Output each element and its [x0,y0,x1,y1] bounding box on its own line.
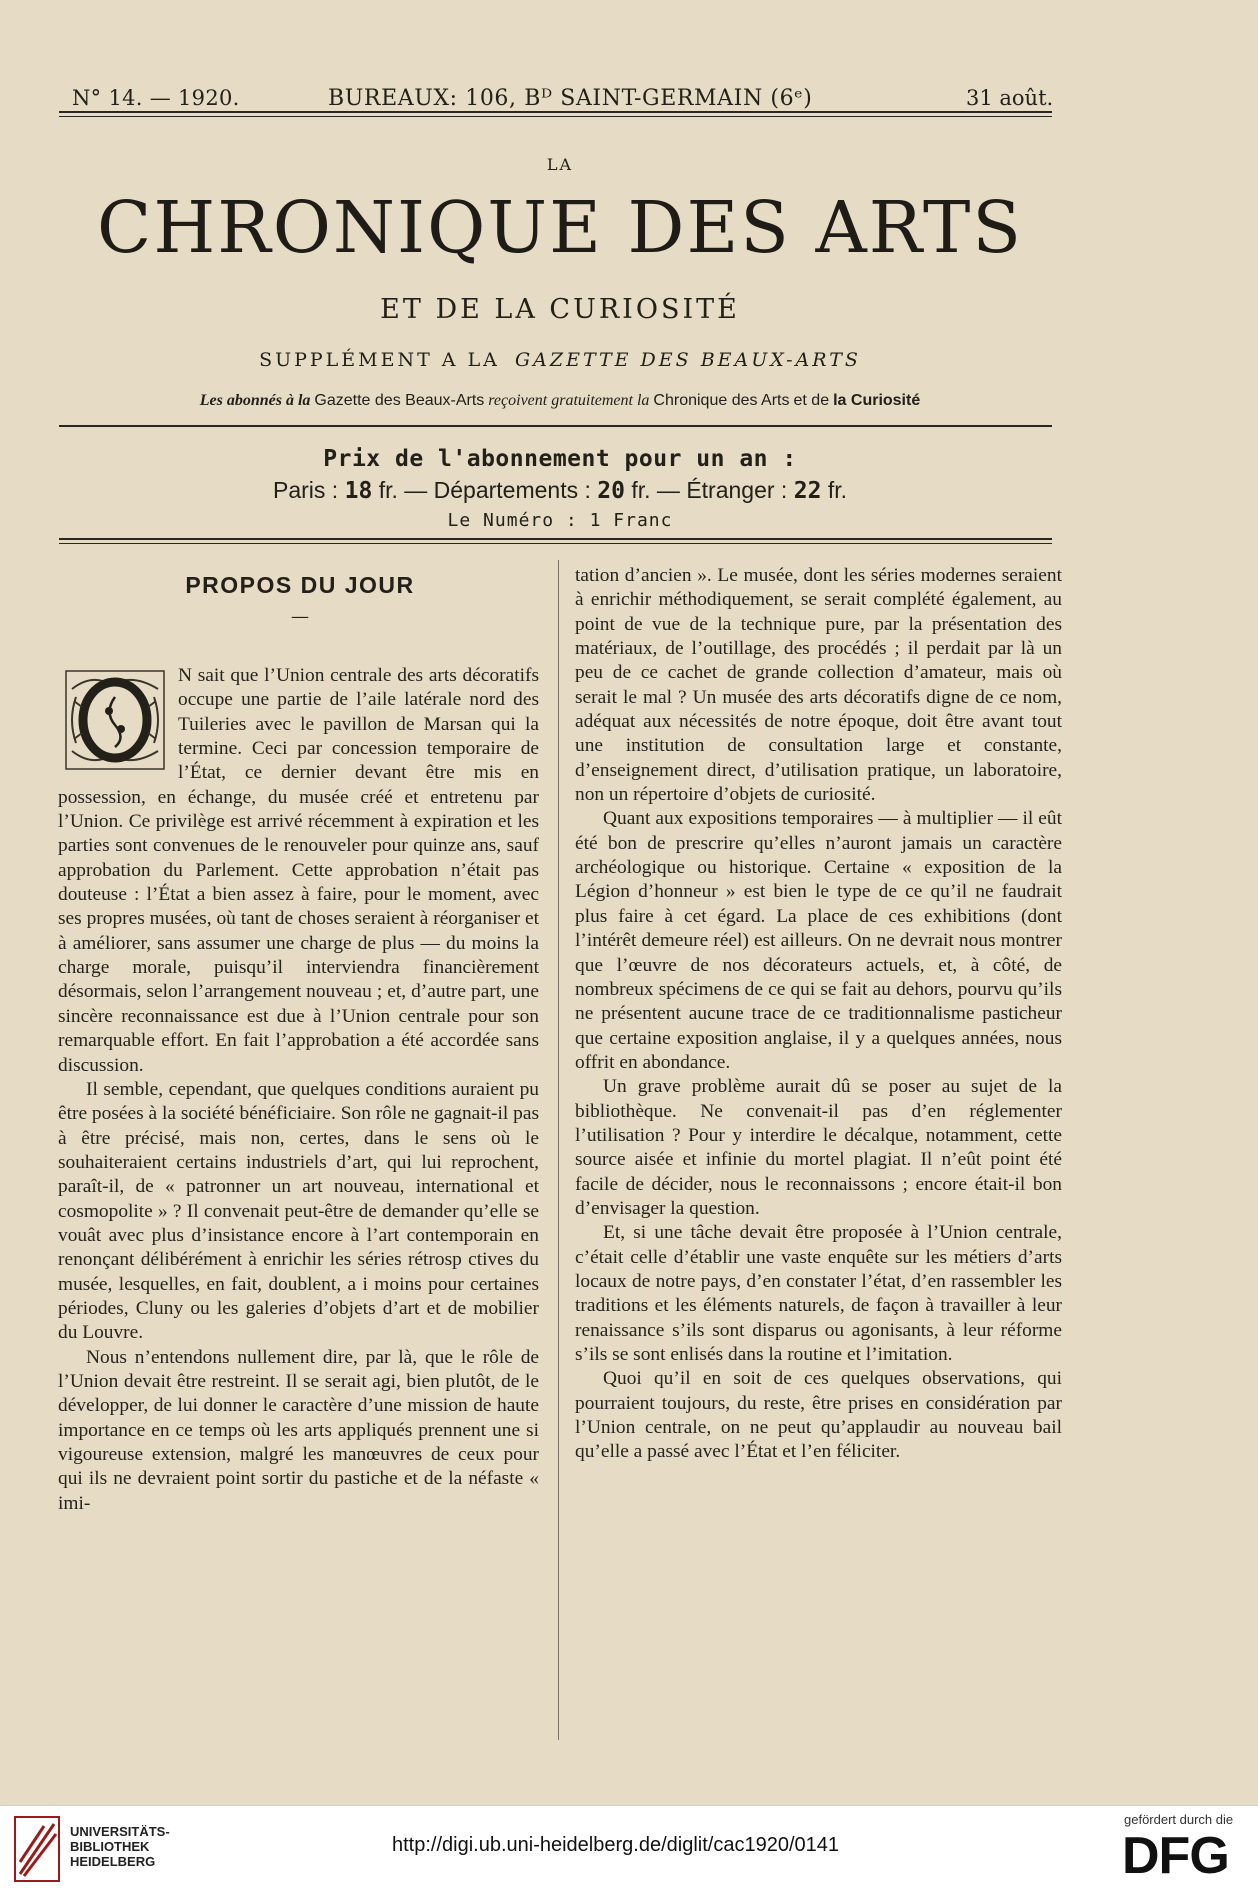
notice-part-2: Gazette des Beaux-Arts [314,392,485,409]
paragraph: Et, si une tâche devait être proposée à l’Union centrale, c’était celle d’établir une vaste enquête sur les métiers d’arts locaux de notre pays, d’en constater l’état, d’en rassembler les traditions et les éléments naturels, de façon à travailler à leur renaissance s’ils sont disparus ou agonisants, à leur réforme s’ils se sont enlisés dans la routine et l’imitation. [575,1222,1062,1365]
masthead-article: LA [546,155,574,174]
issue-date: 31 août. [966,86,1054,110]
paris-label: Paris : [273,477,339,503]
header-rule-top [59,111,1052,113]
etranger-label: fr. — Étranger : [631,477,788,503]
supplement-prefix: SUPPLÉMENT A LA [259,349,500,371]
ornamental-initial-o-icon [62,667,168,773]
paragraph: Il semble, cependant, que quelques conditions auraient pu être posées à la société bénéficiaire. Son rôle ne gagnait-il pas à être précisé, mais non, certes, dans le sens où le souhaiteraient certains industriels d’art, qui lui reprochent, paraît-il, de « patronner un art nouveau, international et cosmopolite » ? Il convenait peut-être de demander qu’elle se vouât avec plus d’insistance encore à l’art contemporain en renonçant délibérément à enrichir les séries rétrosp ctives du musée, lesquelles, en fait, doublent, a i moins pour certaines périodes, Cluny ou les galeries d’objets d’art et de mobilier du Louvre. [58,1078,539,1344]
subscribers-notice [0,392,1120,410]
masthead-rule [59,425,1052,427]
left-column [58,664,539,1516]
currency-suffix: fr. [827,477,847,503]
supplement-line [0,349,1120,371]
permalink-url[interactable]: http://digi.ub.uni-heidelberg.de/diglit/cac1920/0141 [392,1834,839,1856]
library-line-3: HEIDELBERG [70,1854,156,1869]
supplement-gazette: GAZETTE DES BEAUX-ARTS [514,349,861,371]
notice-part-1: Les abonnés à la [199,392,311,409]
paragraph: Nous n’entendons nullement dire, par là, que le rôle de l’Union devait être restreint. Il se serait agi, bien plutôt, de le développer, de lui donner le caractère d’une mission de haute importance en ce temps où les arts appliqués prennent une si vigoureuse extension, malgré les manœuvres de ceux pour qui ils ne devraient point sortir du pastiche et de la néfaste « imi- [58,1346,539,1514]
paragraph: Quoi qu’il en soit de ces quelques observations, qui pourraient toujours, du reste, être prises en considération par l’Union centrale, on ne peut qu’applaudir au nouveau bail qu’elle a passé avec l’État et l’en féliciter. [575,1368,1062,1463]
article-heading: PROPOS DU JOUR [185,572,415,598]
departements-label: fr. — Départements : [378,477,591,503]
library-logo-icon [14,1816,60,1882]
notice-part-3: reçoivent gratuitement la [488,392,650,409]
library-name [70,1824,170,1869]
paragraph: Quant aux expositions temporaires — à multiplier — il eût été bon de prescrire qu’elles n’auront jamais un caractère archéologique ou historique. Certaine « exposition de la Légion d’honneur » est bien le type de ce qu’il ne faudrait plus faire à cet égard. La place de ces exhibitions (dont l’intérêt demeure réel) est ailleurs. On ne devrait nous montrer que l’œuvre de nos décorateurs actuels, et, à côté, de nombreux spécimens de ce qui se fait au dehors, pourvu qu’ils ne présentent aucune trace de ce traditionnalisme pasticheur que certaine exposition anglaise, il y a quelques années, nous offrit en abondance. [575,808,1062,1073]
masthead-title: CHRONIQUE DES ARTS [97,186,1023,269]
digitization-footer [0,1805,1258,1896]
right-column [575,564,1062,1465]
subscription-rule-bottom [59,543,1052,544]
notice-part-5: et de [793,392,830,409]
departements-price: 20 [597,478,625,504]
paragraph [58,664,539,1078]
issue-number: N° 14. — 1920. [72,86,240,110]
library-line-2: BIBLIOTHEK [70,1839,150,1854]
running-header [70,86,1055,112]
etranger-price: 22 [793,478,822,504]
library-line-1: UNIVERSITÄTS- [70,1824,170,1839]
paragraph: tation d’ancien ». Le musée, dont les séries modernes seraient à enrichir méthodiquement, se serait complété également, au point de vue de la technique pure, par la présentation des matériaux, de l’outillage, des procédés ; il perdait par là un peu de ce cachet de grande collection d’amateur, mais où serait le mal ? Un musée des arts décoratifs digne de ce nom, adéquat aux nécessités de notre époque, doit être avant tout une institution de consultation large et constante, d’enseignement direct, d’utilisation pratique, un laboratoire, non un répertoire d’objets de curiosité. [575,565,1062,806]
dfg-logo: DFG [1122,1827,1229,1885]
column-divider [558,560,559,1740]
funding-note: gefördert durch die [1124,1812,1234,1827]
header-rule-bottom [59,116,1052,117]
heading-dash: — [291,606,309,627]
subscription-prices [0,477,1120,504]
single-issue-price: Le Numéro : 1 Franc [447,510,673,531]
subscription-rule-top [59,538,1052,540]
subscription-heading: Prix de l'abonnement pour un an : [323,446,797,472]
paragraph: Un grave problème aurait dû se poser au sujet de la bibliothèque. Ne convenait-il pas d’en réglementer l’utilisation ? Pour y interdire le décalque, notamment, cette source aisée et infinie du mortel plagiat. Il n’eût point été facile de décider, nous le reconnaissons ; encore était-il bon d’envisager la question. [575,1076,1062,1219]
paragraph-text: N sait que l’Union centrale des arts décoratifs occupe une partie de l’aile latérale nord des Tuileries avec le pavillon de Marsan qui la termine. Ceci par concession temporaire de l’État, ce dernier devant être mis en possession, en échange, du musée créé et entretenu par l’Union. Ce privilège est arrivé récemment à expiration et les parties sont convenues de le renouveler pour quinze ans, sauf approbation du Parlement. Cette approbation n’était pas douteuse : l’État a bien assez à faire, pour le moment, avec ses propres musées, où tant de choses seraient à réorganiser et à améliorer, sans assumer une charge de plus — du moins la charge morale, puisqu’il interviendra financièrement désormais, selon l’arrangement nouveau ; et, d’autre part, une sincère reconnaissance est due à l’Union centrale pour son remarquable effort. En fait l’approbation a été accordée sans discussion. [58,665,539,1076]
notice-part-6: la Curiosité [833,392,921,409]
notice-part-4: Chronique des Arts [653,392,790,409]
bureaux-address: BUREAUX: 106, Bᴰ SAINT-GERMAIN (6ᵉ) [328,86,813,111]
paris-price: 18 [344,478,373,504]
masthead-subtitle: ET DE LA CURIOSITÉ [380,294,740,325]
